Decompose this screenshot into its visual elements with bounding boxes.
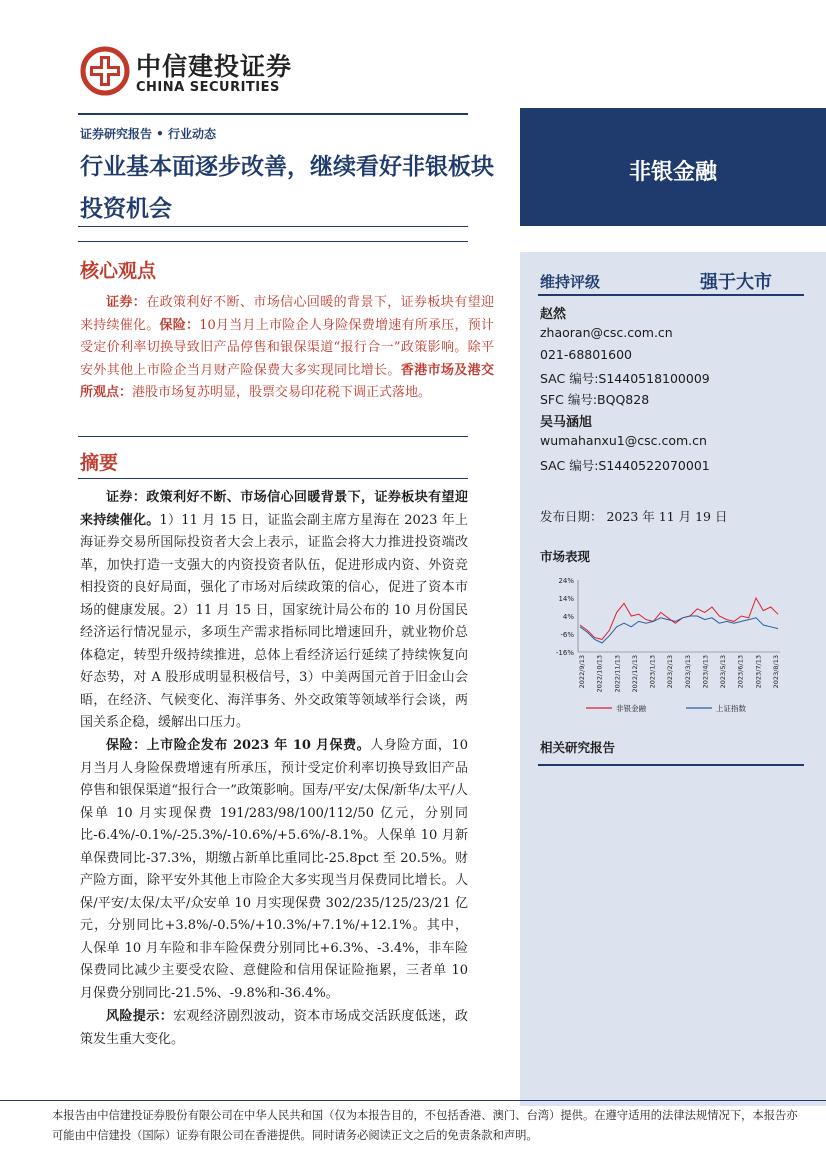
title-divider [78,226,468,227]
x-tick-label: 2023/2/13 [666,655,675,689]
x-tick-label: 2023/6/13 [736,655,745,689]
summary-insurance-paragraph [80,735,468,1005]
legend-label: 非银金融 [616,704,646,713]
chart-title: 市场表现 [540,549,591,564]
core-view-label-securities: 证券： [106,295,147,310]
y-tick-label: -16% [555,649,574,657]
header-divider [78,113,468,115]
core-view-heading: 核心观点 [80,260,157,282]
summary-risk-text: 宏观经济剧烈波动，资本市场成交活跃度低迷，政策发生重大变化。 [80,1009,468,1047]
x-tick-label: 2022/11/13 [613,655,622,693]
core-view-text-securities: 在政策利好不断、市场信心回暖的背景下，证券板块有望迎来持续催化。 [80,295,494,333]
rating-value: 强于大市 [700,272,772,293]
core-view-label-insurance: 保险： [159,317,200,333]
title-divider-bottom [78,241,468,242]
x-tick-label: 2023/7/13 [754,655,763,689]
analyst-1-sfc: SFC 编号:BQQ828 [540,392,650,407]
related-reports-heading: 相关研究报告 [540,740,616,755]
legend-label: 上证指数 [716,704,746,713]
publish-date: 发布日期： 2023 年 11 月 19 日 [540,509,728,524]
summary-securities-lead: 证券：政策利好不断、市场信心回暖背景下，证券板块有望迎来持续催化。 [80,490,468,528]
x-tick-label: 2023/5/13 [719,655,728,689]
core-view-text-hk: 港股市场复苏明显，股票交易印花税下调正式落地。 [132,385,432,400]
summary-insurance-lead: 保险：上市险企发布 2023 年 10 月保费。 [106,738,371,753]
x-tick-label: 2023/1/13 [648,655,657,689]
logo-english-name: CHINA SECURITIES [136,80,280,95]
core-view-paragraph [80,292,494,405]
summary-securities-text: 1）11 月 15 日，证监会副主席方星海在 2023 年上海证券交易所国际投资者大会上表示，证监会将大力推进投资端改革，加快打造一支强大的内资投资者队伍，促进形成内资、外资竞相投资的良好局面，强化了市场对后续政策的信心，促进了资本市场的健康发展。2）11 月 15 日，国家统计局公布的 10 月份国民经济运行情况显示，多项生产需求指标同比增速回升，就业物价总体稳定，转型升级持续推进，总体上看经济运行延续了持续恢复向好态势，对 A 股形成明显积极信号，3）中美两国元首于旧金山会晤，在经济、气候变化、海洋事务、外交政策等领域举行会谈，两国关系企稳，缓解出口压力。 [80,512,468,730]
analyst-1-phone: 021-68801600 [540,347,632,362]
summary-risk-paragraph [80,1006,468,1051]
related-reports-divider [538,764,804,766]
y-tick-label: 24% [558,577,574,585]
summary-securities-paragraph [80,487,468,735]
footer-divider [0,1100,826,1101]
summary-heading: 摘要 [80,452,119,474]
x-tick-label: 2023/4/13 [701,655,710,689]
summary-divider [78,478,468,479]
y-tick-label: 14% [558,595,574,603]
summary-risk-lead: 风险提示： [106,1009,174,1024]
x-tick-label: 2022/9/13 [578,655,586,689]
core-view-label-hk: 香港市场及港交所观点： [80,362,494,400]
x-tick-label: 2023/8/13 [772,655,780,689]
rating-label: 维持评级 [540,273,601,291]
core-view-text-insurance: 10月当月上市险企人身险保费增速有所承压，预计受定价利率切换导致旧产品停售和银保渠道“报行合一”政策影响。除平安外其他上市险企当月财产险保费大多实现同比增长。 [80,317,494,378]
analyst-2-sac: SAC 编号:S1440522070001 [540,458,710,473]
analyst-2-name: 吴马涵旭 [540,415,593,430]
x-tick-label: 2023/3/13 [683,655,692,689]
analyst-1-name: 赵然 [540,307,567,322]
sector-name: 非银金融 [628,160,717,185]
summary-insurance-text: 人身险方面，10 月当月人身险保费增速有所承压，预计受定价利率切换导致旧产品停售和银保渠道“报行合一”政策影响。国寿/平安/太保/新华/太平/人保单 10 月实现保费 191/283/98/100/112/50 亿元，分别同比-6.4%/-0.1%/-25.3%/-10.6%/+5.6%/-8.1%。人保单 10 月新单保费同比-37.3%，期缴占新单比重同比-25.8pct 至 20.5%。财产险方面，除平安外其他上市险企大多实现当月保费同比增长。人保/平安/太保/太平/众安单 10 月实现保费 302/235/125/23/21 亿元，分别同比+3.8%/-0.5%/+10.3%/+7.1%/+12.1%。其中，人保单 10 月车险和非车险保费分别同比+6.3%、-3.4%，非车险保费同比减少主要受农险、意健险和信用保证险拖累，三者单 10 月保费分别同比-21.5%、-9.8%和-36.4%。 [80,738,468,1001]
x-tick-label: 2022/10/13 [595,655,604,693]
analyst-1-email[interactable]: zhaoran@csc.com.cn [540,325,673,340]
china-securities-logo-icon [80,46,130,96]
core-view-divider [78,436,468,437]
y-tick-label: 4% [562,613,574,621]
rating-divider [538,294,804,296]
series-line-nonbank [580,598,778,639]
report-title: 行业基本面逐步改善，继续看好非银板块投资机会 [80,154,494,222]
market-performance-chart [534,568,790,720]
x-tick-label: 2022/12/13 [630,655,639,693]
y-tick-label: -6% [560,631,574,639]
disclaimer-footer: 本报告由中信建投证券股份有限公司在中华人民共和国（仅为本报告目的，不包括香港、澳门、台湾）提供。在遵守适用的法律法规情况下，本报告亦可能由中信建投（国际）证券有限公司在香港提供。同时请务必阅读正文之后的免责条款和声明。 [52,1109,798,1142]
analyst-1-sac: SAC 编号:S1440518100009 [540,371,710,386]
analyst-2-email[interactable]: wumahanxu1@csc.com.cn [540,433,707,448]
report-category: 证券研究报告 • 行业动态 [80,127,217,141]
logo-chinese-name: 中信建投证券 [136,52,293,81]
